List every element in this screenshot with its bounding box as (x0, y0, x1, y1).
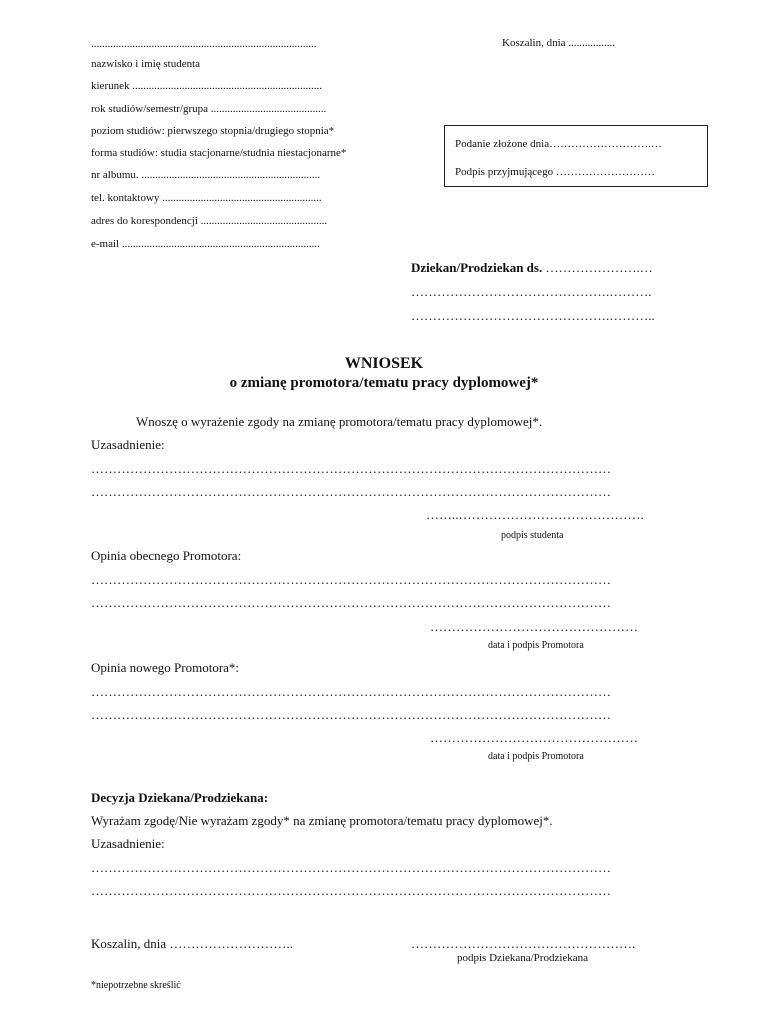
addressee-line-2: ……………………………………….………. (411, 284, 652, 299)
new-promoter-sign-caption: data i podpis Promotora (488, 751, 584, 762)
field-nr-albumu: nr albumu. ................................................................. (91, 169, 321, 181)
decision-heading: Decyzja Dziekana/Prodziekana: (91, 790, 269, 805)
request-justification-label: Uzasadnienie: (91, 437, 165, 452)
current-promoter-label: Opinia obecnego Promotora: (91, 548, 242, 563)
addressee-block (411, 261, 653, 274)
student-sign-line: ……..……………………………………. (426, 507, 644, 522)
new-promoter-sign-line: ………………………………………… (430, 730, 638, 745)
new-promoter-line-2: ………………………………………………………………………………………………………… (91, 707, 611, 722)
field-adres: adres do korespondencji .............................................. (91, 215, 328, 227)
field-poziom-studiow: poziom studiów: pierwszego stopnia/drugiego stopnia* (91, 125, 335, 137)
field-email: e-mail ........................................................................ (91, 238, 320, 250)
submission-signature-line: Podpis przyjmującego ……………………… (455, 166, 655, 178)
new-promoter-label: Opinia nowego Promotora*: (91, 660, 240, 675)
decision-text: Wyrażam zgodę/Nie wyrażam zgody* na zmianę promotora/tematu pracy dyplomowej*. (91, 813, 553, 828)
field-tel-kontaktowy: tel. kontaktowy .......................................................... (91, 192, 322, 204)
place-date: Koszalin, dnia ................. (502, 37, 616, 49)
addressee-label: Dziekan/Prodziekan ds. (411, 260, 543, 275)
dean-sign-caption: podpis Dziekana/Prodziekana (457, 952, 589, 964)
decision-justification-label: Uzasadnienie: (91, 836, 165, 851)
current-promoter-line-2: ………………………………………………………………………………………………………… (91, 595, 611, 610)
field-rok-studiow: rok studiów/semestr/grupa .......................................... (91, 103, 327, 115)
request-text: Wnoszę o wyrażenie zgody na zmianę promotora/tematu pracy dyplomowej*. (136, 414, 543, 429)
document-title: WNIOSEK (344, 355, 424, 372)
decision-line-1: ………………………………………………………………………………………………………… (91, 860, 611, 875)
current-promoter-sign-line: ………………………………………… (430, 619, 638, 634)
student-name-label: nazwisko i imię studenta (91, 58, 201, 70)
submission-date-line: Podanie złożone dnia……………………….… (455, 138, 662, 150)
new-promoter-line-1: ………………………………………………………………………………………………………… (91, 684, 611, 699)
current-promoter-line-1: ………………………………………………………………………………………………………… (91, 572, 611, 587)
student-name-line: .................................................................................. (91, 38, 317, 50)
decision-line-2: ………………………………………………………………………………………………………… (91, 883, 611, 898)
addressee-dots: ………………….… (545, 260, 653, 275)
footer-place-date: Koszalin, dnia ……………………….. (91, 936, 293, 951)
request-line-2: ………………………………………………………………………………………………………… (91, 484, 611, 499)
dean-sign-line: ……………………………………………. (411, 936, 636, 951)
footnote: *niepotrzebne skreślić (91, 980, 181, 991)
current-promoter-sign-caption: data i podpis Promotora (488, 640, 584, 651)
addressee-line-3: ……………………………………….……….. (411, 308, 655, 323)
document-subtitle: o zmianę promotora/tematu pracy dyplomowej* (229, 375, 539, 391)
submission-box (444, 125, 708, 187)
field-kierunek: kierunek ..................................................................... (91, 80, 322, 92)
request-line-1: ………………………………………………………………………………………………………… (91, 461, 611, 476)
field-forma-studiow: forma studiów: studia stacjonarne/studnia niestacjonarne* (91, 147, 347, 159)
student-sign-caption: podpis studenta (501, 530, 564, 541)
